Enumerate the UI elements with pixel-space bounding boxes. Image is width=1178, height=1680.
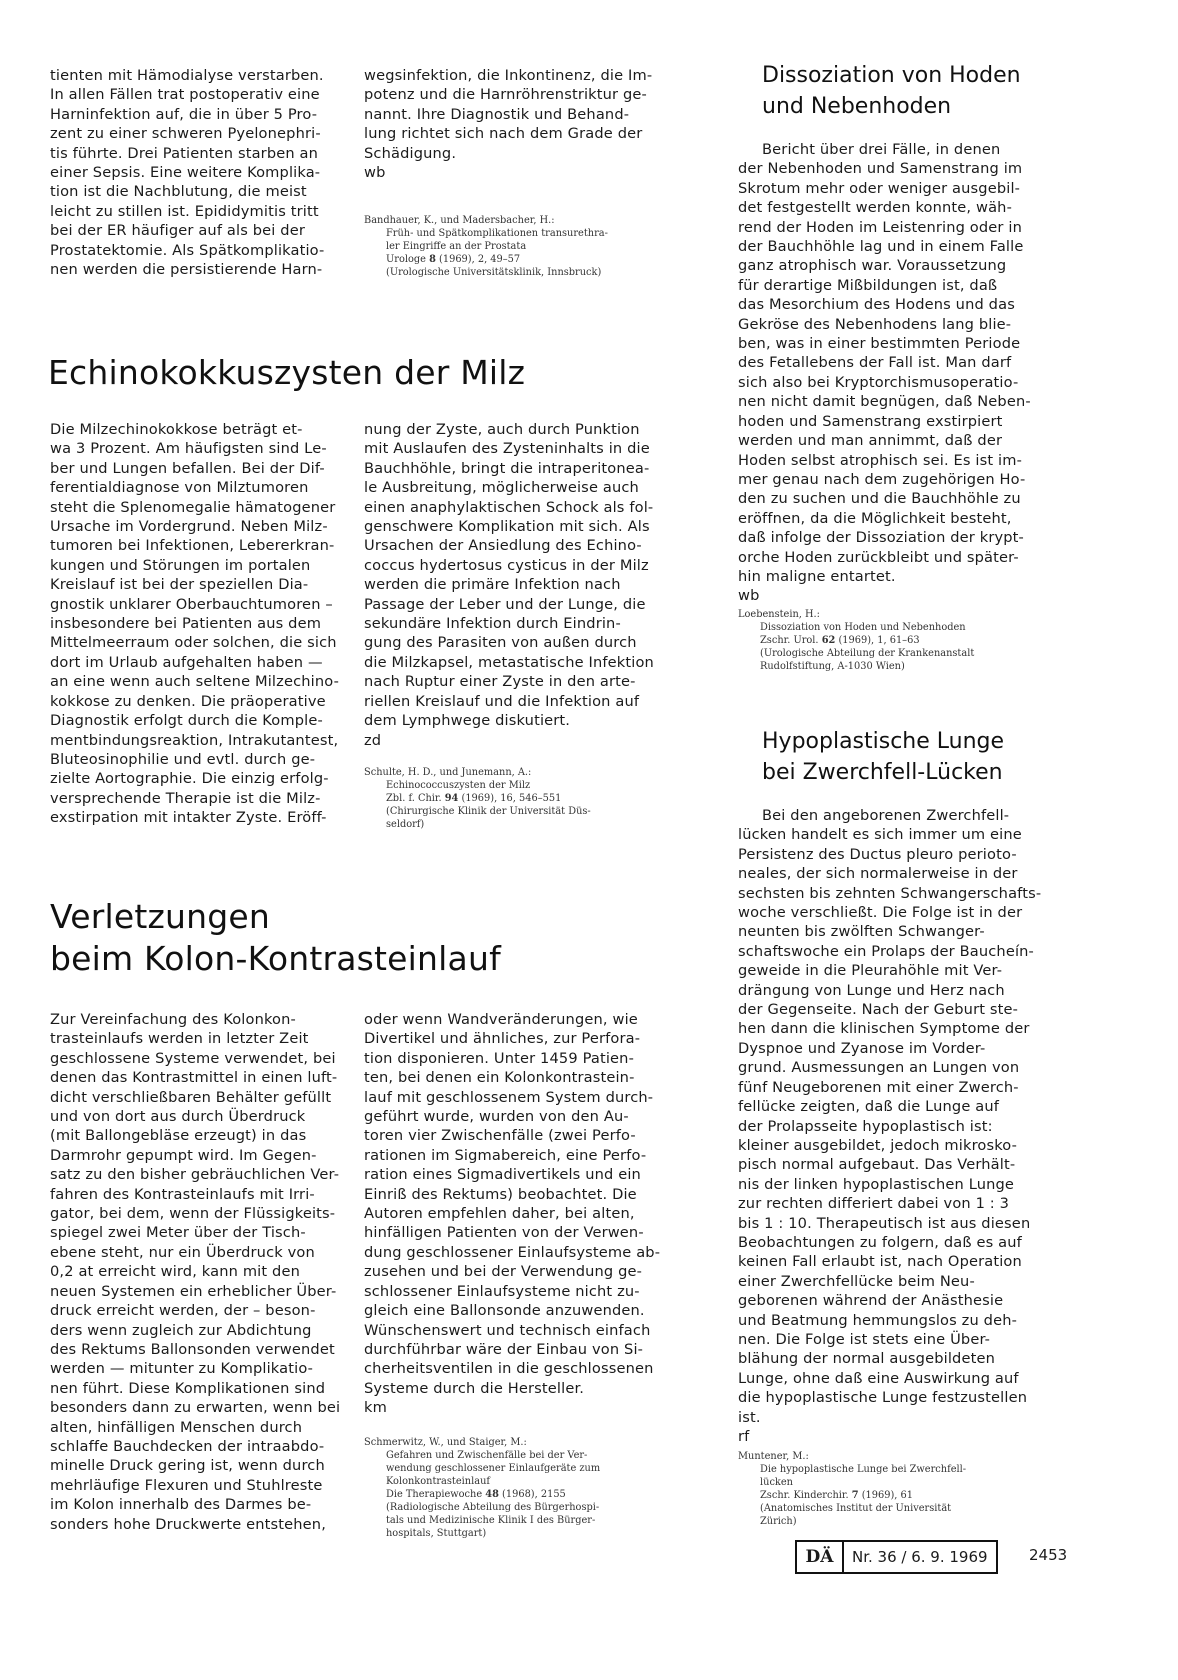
article-body: Zur Vereinfachung des Kolonkon- trasteinlaufs werden in letzter Zeit geschlossene Systeme verwendet, bei denen das Kontrastmittel in einen luft- dicht verschließbaren Behälter gefüllt und von dort aus durch Überdruck (mit Ballongebläse erzeugt) in das Darmrohr gepumpt wird. Im Gegen- satz zu den bisher gebräuchlichen Ver- fahren des Kontrasteinlaufs mit Irri- gator, bei dem, wenn der Flüssigkeits- spiegel zwei Meter über der Tisch- ebene steht, nur ein Überdruck von 0,2 at erreicht wird, kann mit den neuen Systemen ein erheblicher Über- druck erreicht werden, der – beson- ders wenn zugleich zur Abdichtung des Rektums Ballonsonden verwendet werden — mitunter zu Komplikatio- nen führt. Diese Komplikationen sind besonders dann zu erwarten, wenn bei alten, hinfälligen Menschen durch schlaffe Bauchdecken der intraabdo- minelle Druck gering ist, wenn durch mehrläufige Flexuren und Stuhlreste im Kolon innerhalb des Darmes be- sonders hohe Druckwerte entstehen, (50, 1011, 341, 1533)
reference: Loebenstein, H.: Dissoziation von Hoden und Nebenhoden Zschr. Urol. 62 (1969), 1, 61–63 (Urologische Abteilung der Krankenanstalt Rudolfstiftung, A-1030 Wien) (738, 608, 1058, 673)
article-body: Bericht über drei Fälle, in denen der Nebenhoden und Samenstrang im Skrotum mehr oder weniger ausgebil- det festgestellt werden konnte, wäh- rend der Hoden im Leistenring oder in der Bauchhöhle lag und in einem Falle ganz atrophisch war. Voraussetzung für derartige Mißbildungen ist, daß das Mesorchium des Hodens und das Gekröse des Nebenhodens lang blie- ben, was in einer bestimmten Periode des Fetallebens der Fall ist. Man darf sich also bei Kryptorchismusoperatio- nen nicht damit begnügen, daß Neben- hoden und Samenstrang exstirpiert werden und man annimmt, daß der Hoden selbst atrophisch sei. Es ist im- mer genau nach dem zugehörigen Ho- den zu suchen und die Bauchhöhle zu eröffnen, da die Möglichkeit besteht, daß infolge der Dissoziation der krypt- orche Hoden zurückbleibt und später- hin maligne entartet. wb (738, 140, 1058, 606)
article-title: Echinokokkuszysten der Milz (48, 353, 526, 392)
top-left-column (50, 66, 341, 279)
reference-authors: Muntener, M.: (738, 1451, 809, 1463)
author-initials: rf (738, 1428, 750, 1445)
author-initials: wb (738, 587, 760, 605)
issue-label: Nr. 36 / 6. 9. 1969 (844, 1540, 998, 1574)
journal-logo: DÄ (795, 1540, 844, 1574)
author-initials: wb (364, 164, 386, 182)
reference-authors: Schmerwitz, W., und Staiger, M.: (364, 1436, 527, 1448)
reference-citation: Zschr. Urol. 62 (1969), 1, 61–63 (760, 634, 920, 646)
reference: Schulte, H. D., und Junemann, A.: Echinococcuszysten der Milz Zbl. f. Chir. 94 (1969), 16, 546–551 (Chirurgische Klinik der Universität Düs- seldorf) (364, 766, 687, 831)
reference-citation: Zschr. Kinderchir. 7 (1969), 61 (760, 1490, 913, 1502)
article-body: oder wenn Wandveränderungen, wie Divertikel und ähnliches, zur Perfora- tion disponieren. Unter 1459 Patien- ten, bei denen ein Kolonkontrastein- lauf mit geschlossenem System durch- geführt wurde, wurden von den Au- toren vier Zwischenfälle (zwei Perfo- rationen im Sigmabereich, eine Perfo- ration eines Sigmadivertikels und ein Einriß des Rektums) beobachtet. Die Autoren empfehlen daher, bei alten, hinfälligen Patienten von der Verwen- dung geschlossener Einlaufsysteme ab- zusehen und bei der Verwendung ge- schlossener Einlaufsysteme nicht zu- gleich eine Ballonsonde anzuwenden. Wünschenswert und technisch einfach durchführbar wäre der Einbau von Si- cherheitsventilen in die geschlossenen Systeme durch die Hersteller. km (364, 1010, 687, 1418)
article-body: Die Milzechinokokkose beträgt et- wa 3 Prozent. Am häufigsten sind Le- ber und Lungen befallen. Bei der Dif- ferentialdiagnose von Milztumoren steht die Splenomegalie hämatogener Ursache im Vordergrund. Neben Milz- tumoren bei Infektionen, Lebererkran- kungen und Störungen im portalen Kreislauf ist bei der speziellen Dia- gnostik unklarer Oberbauchtumoren – insbesondere bei Patienten aus dem Mittelmeerraum oder solchen, die sich dort im Urlaub aufgehalten haben — an eine wenn auch seltene Milzechino- kokkose zu denken. Die präoperative Diagnostik erfolgt durch die Komple- mentbindungsreaktion, Intrakutantest, Bluteosinophilie und evtl. durch ge- zielte Aortographie. Die einzig erfolg- versprechende Therapie ist die Milz- exstirpation mit intakter Zyste. Eröff- (50, 421, 340, 827)
article-body: Bei den angeborenen Zwerchfell- lücken handelt es sich immer um eine Persistenz des Ductus pleuro perioto- neales, der sich normalerweise in der sechsten bis zehnten Schwangerschafts- woche verschließt. Die Folge ist in der neunten bis zwölften Schwanger- schaftswoche ein Prolaps der Baucheín- geweide in die Pleurahöhle mit Ver- drängung von Lunge und Herz nach der Gegenseite. Nach der Geburt ste- hen dann die klinischen Symptome der Dyspnoe und Zyanose im Vorder- grund. Ausmessungen an Lungen von fünf Neugeborenen mit einer Zwerch- fellücke zeigten, daß die Lunge auf der Prolapsseite hypoplastisch ist: kleiner ausgebildet, jedoch mikrosko- pisch normal aufgebaut. Das Verhält- nis der linken hypoplastischen Lunge zur rechten differiert dabei von 1 : 3 bis 1 : 10. Therapeutisch ist aus diesen Beobachtungen zu folgern, daß es auf keinen Fall erlaubt ist, nach Operation einer Zwerchfellücke beim Neu- geborenen während der Anästhesie und Beatmung hemmungslos zu deh- nen. Die Folge ist stets eine Über- blähung der normal ausgebildeten Lunge, ohne daß eine Auswirkung auf die hypoplastische Lunge festzustellen ist. rf (738, 806, 1058, 1446)
signature-line: Systeme durch die Hersteller. km (364, 1379, 687, 1418)
signature-line: Schädigung. wb (364, 144, 687, 183)
article-title: Verletzungen beim Kolon-Kontrasteinlauf (50, 897, 501, 978)
reference: Schmerwitz, W., und Staiger, M.: Gefahren und Zwischenfälle bei der Ver- wendung geschlossener Einlaufgeräte zum Kolonkontrasteinlauf Die Therapiewoche 48 (1968), 2155 (Radiologische Abteilung des Bürgerhospi- tals und Medizinische Klinik I des Bürger- hospitals, Stuttgart) (364, 1436, 687, 1540)
journal-footer (795, 1540, 998, 1574)
reference-authors: Bandhauer, K., und Madersbacher, H.: (364, 215, 555, 227)
hoden-column (738, 140, 1058, 673)
signature-line: ist. rf (738, 1408, 1058, 1447)
signature-line: hin maligne entartet. wb (738, 567, 1058, 606)
kolon-column-2 (364, 1010, 687, 1540)
reference-citation: Die Therapiewoche 48 (1968), 2155 (386, 1488, 566, 1500)
article-title: Hypoplastische Lunge bei Zwerchfell-Lücken (762, 729, 1005, 785)
lunge-column (738, 806, 1058, 1528)
reference-citation: Urologe 8 (1969), 2, 49–57 (386, 254, 521, 266)
top-middle-column (364, 66, 687, 279)
reference-citation: Zbl. f. Chir. 94 (1969), 16, 546–551 (386, 792, 562, 804)
continued-article-text: wegsinfektion, die Inkontinenz, die Im- potenz und die Harnröhrenstriktur ge- nannt. Ihre Diagnostik und Behand- lung richtet sich nach dem Grade der Schädigung. wb (364, 66, 687, 182)
author-initials: km (364, 1399, 387, 1417)
article-title: Dissoziation von Hoden und Nebenhoden (762, 63, 1021, 119)
reference: Bandhauer, K., und Madersbacher, H.: Früh- und Spätkomplikationen transurethra- ler Eingriffe an der Prostata Urologe 8 (1969), 2, 49–57 (Urologische Universitätsklinik, Innsbruck) (364, 214, 687, 279)
page-number: 2453 (1029, 1546, 1068, 1564)
signature-line: dem Lymphwege diskutiert. zd (364, 711, 687, 750)
reference-authors: Schulte, H. D., und Junemann, A.: (364, 766, 532, 778)
echino-column-2 (364, 420, 687, 831)
kolon-column-1 (50, 1010, 341, 1534)
echino-column-1 (50, 420, 341, 828)
reference-authors: Loebenstein, H.: (738, 608, 820, 620)
article-body: nung der Zyste, auch durch Punktion mit Auslaufen des Zysteninhalts in die Bauchhöhle, bringt die intraperitonea- le Ausbreitung, möglicherweise auch einen anaphylaktischen Schock als fol- genschwere Komplikation mit sich. Als Ursachen der Ansiedlung des Echino- coccus hydertosus cysticus in der Milz werden die primäre Infektion nach Passage der Leber und der Lunge, die sekundäre Infektion durch Eindrin- gung des Parasiten von außen durch die Milzkapsel, metastatische Infektion nach Ruptur einer Zyste in den arte- riellen Kreislauf und die Infektion auf dem Lymphwege diskutiert. zd (364, 420, 687, 750)
continued-article-text: tienten mit Hämodialyse verstarben. In allen Fällen trat postoperativ eine Harninfektion auf, die in über 5 Pro- zent zu einer schweren Pyelonephri- tis führte. Drei Patienten starben an einer Sepsis. Eine weitere Komplika- tion ist die Nachblutung, die meist leicht zu stillen ist. Epididymitis tritt bei der ER häufiger auf als bei der Prostatektomie. Als Spätkomplikatio- nen werden die persistierende Harn- (50, 67, 325, 279)
author-initials: zd (364, 731, 382, 749)
reference: Muntener, M.: Die hypoplastische Lunge bei Zwerchfell- lücken Zschr. Kinderchir. 7 (1969), 61 (Anatomisches Institut der Universität Zürich) (738, 1450, 1058, 1528)
